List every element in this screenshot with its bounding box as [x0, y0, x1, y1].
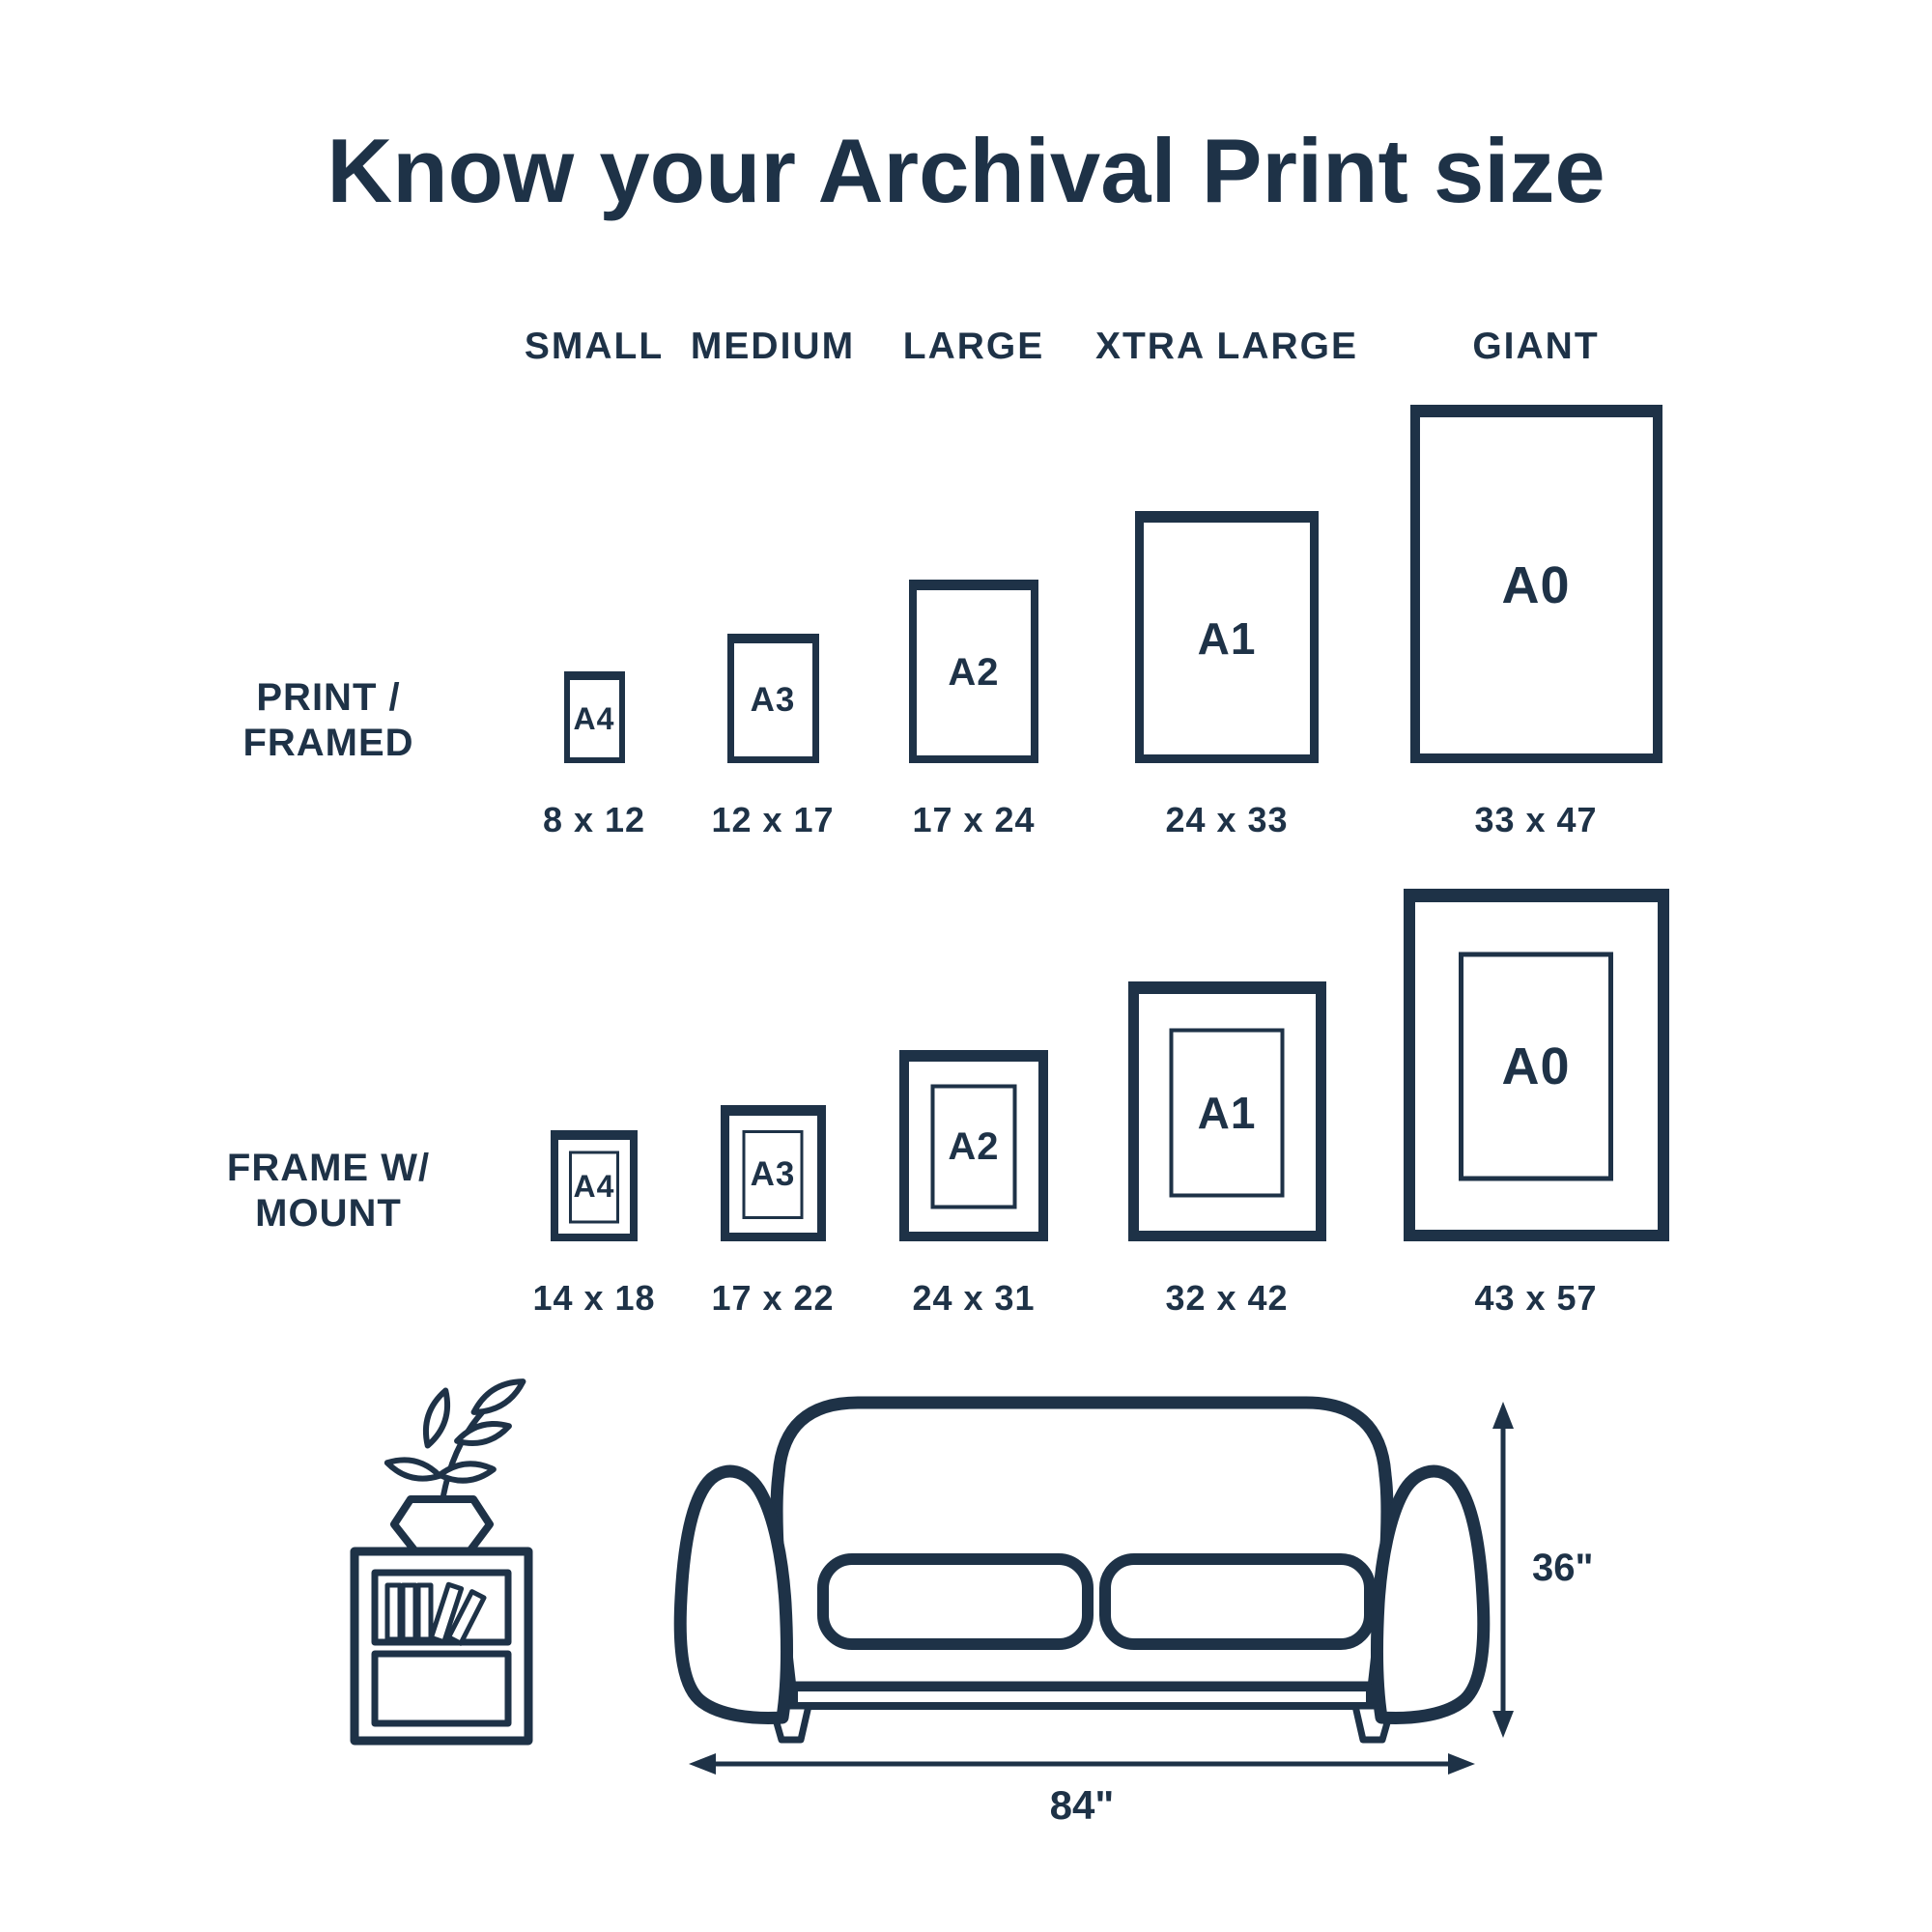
print-dims-label: 12 x 17 [711, 800, 835, 839]
sofa-arm-left [680, 1471, 786, 1718]
leaf-icon [469, 1374, 527, 1419]
vase-icon [394, 1499, 490, 1551]
frame-dims-label: 14 x 18 [532, 1278, 656, 1318]
side-table-icon [355, 1374, 528, 1741]
paper-size-label: A0 [1501, 556, 1571, 614]
frame-row-label-line2: MOUNT [255, 1192, 402, 1235]
paper-size-label: A2 [948, 1124, 1000, 1168]
paper-size-label: A1 [1197, 613, 1257, 664]
column-header-medium: MEDIUM [690, 326, 856, 367]
sofa-arm-right [1378, 1471, 1484, 1718]
frame-dims-label: 32 x 42 [1165, 1278, 1289, 1318]
page-title: Know your Archival Print size [327, 120, 1605, 221]
column-header-large: LARGE [902, 326, 1045, 367]
paper-size-label: A1 [1197, 1087, 1257, 1138]
leaf-icon [455, 1418, 512, 1449]
print-dims-label: 24 x 33 [1165, 800, 1289, 839]
width-arrow-icon [689, 1753, 1475, 1775]
frame-row-label-line1: FRAME W/ [226, 1147, 431, 1189]
height-arrow-icon [1492, 1402, 1514, 1738]
sofa-height-dimension-label: 36" [1532, 1547, 1594, 1589]
print-dims-label: 8 x 12 [542, 800, 646, 839]
paper-size-label: A0 [1501, 1037, 1571, 1095]
frame-dims-label: 43 x 57 [1474, 1278, 1598, 1318]
sofa-icon [680, 1403, 1484, 1740]
sofa-width-dimension-label: 84" [1049, 1782, 1115, 1828]
leaf-icon [419, 1388, 454, 1449]
print-row-label-line2: FRAMED [242, 722, 414, 764]
paper-size-label: A3 [750, 680, 796, 719]
paper-size-label: A3 [750, 1154, 796, 1193]
leaf-icon [439, 1462, 494, 1484]
column-header-small: SMALL [524, 326, 665, 367]
print-dims-label: 17 x 24 [912, 800, 1036, 839]
table-body [355, 1551, 528, 1741]
leaf-icon [385, 1455, 441, 1484]
sofa-base [794, 1688, 1370, 1706]
sofa-cushion-left [823, 1559, 1088, 1644]
paper-size-label: A2 [948, 651, 1000, 694]
column-header-giant: GIANT [1472, 326, 1600, 367]
sofa-cushion-right [1105, 1559, 1370, 1644]
plant-icon [385, 1374, 527, 1501]
paper-size-label: A4 [573, 700, 615, 736]
print-row-label-line1: PRINT / [256, 676, 401, 719]
print-dims-label: 33 x 47 [1474, 800, 1598, 839]
frame-dims-label: 17 x 22 [711, 1278, 835, 1318]
column-header-xtra-large: XTRA LARGE [1094, 326, 1359, 367]
frame-dims-label: 24 x 31 [912, 1278, 1036, 1318]
paper-size-label: A4 [573, 1169, 615, 1204]
